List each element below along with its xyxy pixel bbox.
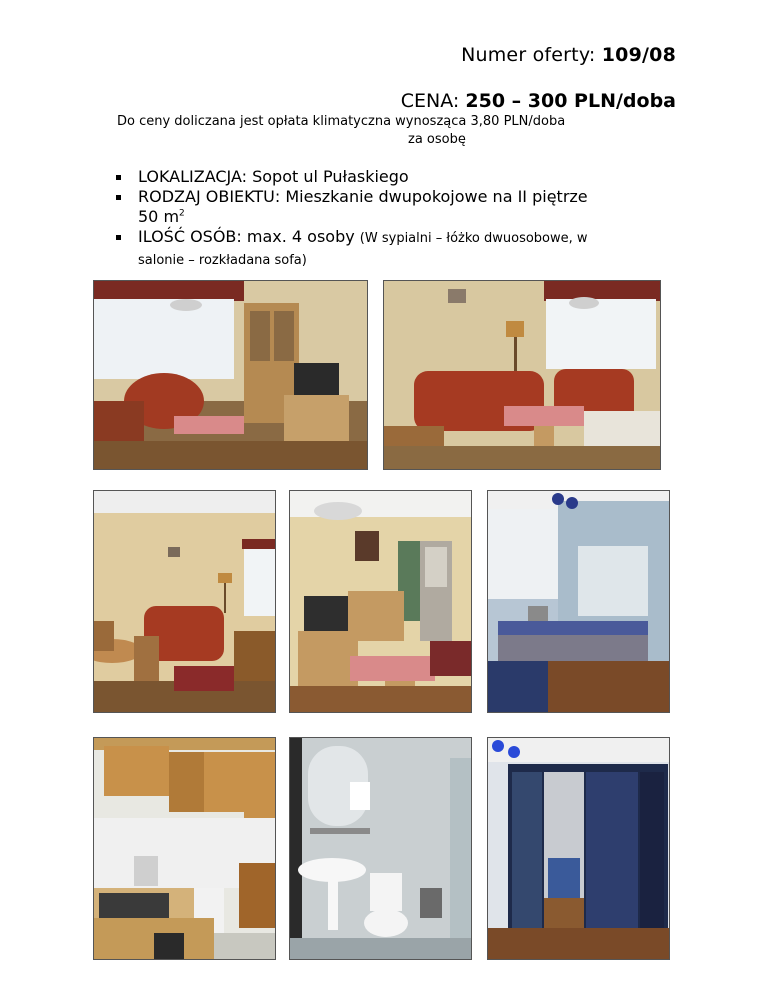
kitchen-photo <box>93 737 276 960</box>
living-room-photo-2 <box>383 280 661 470</box>
fee-line-2: za osobę <box>408 132 466 147</box>
offer-label: Numer oferty: <box>461 44 596 66</box>
feature-area: 50 m <box>138 207 180 226</box>
feature-type <box>112 187 682 227</box>
feature-location: LOKALIZACJA: Sopot ul Pułaskiego <box>112 167 682 187</box>
price-value: 250 – 300 PLN/doba <box>465 90 676 112</box>
offer-number <box>461 44 676 66</box>
fee-line-1: Do ceny doliczana jest opłata klimatyczna wynosząca 3,80 PLN/doba <box>117 114 566 129</box>
feature-persons <box>112 227 682 271</box>
living-room-photo-1 <box>93 280 368 470</box>
climate-fee-note <box>112 113 712 149</box>
feature-type-line1: RODZAJ OBIEKTU: Mieszkanie dwupokojowe na II piętrze <box>138 187 588 206</box>
price <box>401 90 676 112</box>
wardrobe-photo <box>487 737 670 960</box>
offer-number-value: 109/08 <box>601 44 676 66</box>
features-list <box>112 167 682 271</box>
living-room-photo-3 <box>93 490 276 713</box>
living-room-photo-4 <box>289 490 472 713</box>
bedroom-photo <box>487 490 670 713</box>
bathroom-photo <box>289 737 472 960</box>
price-label: CENA: <box>400 90 460 112</box>
feature-persons-main: ILOŚĆ OSÓB: max. 4 osoby <box>138 227 355 246</box>
feature-area-sup: 2 <box>179 208 185 219</box>
feature-persons-note-2: salonie – rozkładana sofa) <box>138 253 307 268</box>
feature-persons-note-1: (W sypialni – łóżko dwuosobowe, w <box>359 231 588 246</box>
